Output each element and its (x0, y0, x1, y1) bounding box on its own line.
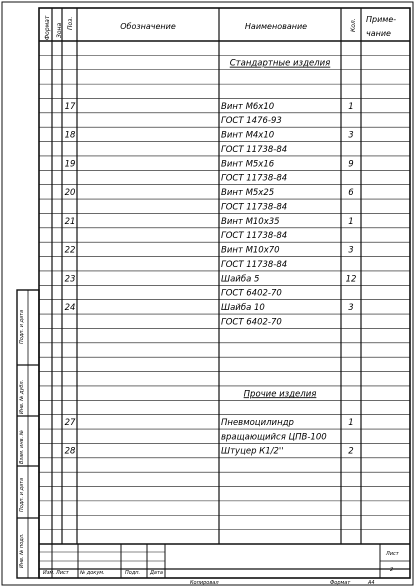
row-name: ГОСТ 11738-84 (221, 231, 288, 242)
row-pos: 23 (64, 274, 76, 285)
side-label-4: Подп. и дата (19, 477, 25, 512)
row-name: Винт М5х16 (221, 159, 275, 170)
tb-sheet-label: Лист (386, 551, 399, 557)
row-qty: 6 (348, 188, 354, 199)
header-note-line1: Приме- (366, 15, 397, 24)
side-label-2: Инв. № дубл. (19, 379, 25, 414)
footer-format-value: А4 (368, 580, 375, 586)
row-name: Шайба 10 (221, 303, 265, 314)
row-qty: 1 (348, 101, 354, 112)
side-label-1: Подп. и дата (19, 309, 25, 344)
side-label-5: Инв. № подл. (19, 533, 25, 568)
tb-change: Изм. (43, 570, 55, 576)
row-name: ГОСТ 11738-84 (221, 202, 288, 213)
row-name: ГОСТ 11738-84 (221, 173, 288, 184)
row-qty: 9 (348, 159, 354, 170)
row-qty: 1 (348, 216, 354, 227)
row-pos: 18 (64, 130, 76, 141)
header-designation: Обозначение (120, 22, 176, 31)
header-qty: Кол. (350, 18, 357, 32)
row-name: Винт М10х70 (221, 245, 280, 256)
side-label-3: Взам. инв. № (19, 430, 25, 464)
row-pos: 19 (64, 159, 76, 170)
tb-sign: Подп. (125, 570, 141, 576)
row-qty: 2 (348, 446, 354, 457)
row-pos: 21 (64, 216, 76, 227)
row-name: Пневмоцилиндр (221, 418, 294, 429)
header-zone: Зона (56, 22, 63, 38)
row-pos: 27 (64, 418, 76, 429)
row-pos: 22 (64, 245, 76, 256)
row-name: Винт М6х10 (221, 101, 275, 112)
footer-format: Формат (330, 580, 351, 586)
row-pos: 20 (64, 188, 76, 199)
header-name: Наименование (244, 22, 308, 31)
row-name: Винт М5х25 (221, 188, 275, 199)
row-qty: 12 (345, 274, 357, 285)
row-qty: 3 (348, 245, 354, 256)
section-heading: Прочие изделия (243, 389, 317, 400)
tb-sheet: Лист (56, 570, 69, 576)
row-name: Штуцер К1/2'' (221, 446, 284, 457)
row-qty: 3 (348, 130, 354, 141)
section-heading: Стандартные изделия (229, 58, 331, 69)
row-name: ГОСТ 1476-93 (221, 116, 282, 127)
row-pos: 28 (64, 446, 76, 457)
header-format: Формат (44, 15, 51, 40)
row-name: ГОСТ 6402-70 (221, 288, 282, 299)
row-name: Винт М10х35 (221, 216, 280, 227)
row-name: вращающийся ЦПВ-100 (221, 432, 327, 443)
header-pos: Поз. (67, 16, 74, 30)
row-pos: 17 (64, 101, 76, 112)
row-qty: 1 (348, 418, 354, 429)
outer-frame (2, 2, 413, 585)
tb-doc-no: № докум. (80, 570, 105, 576)
footer-copied: Копировал (190, 580, 219, 586)
header-note-line2: чание (366, 29, 391, 38)
row-pos: 24 (64, 303, 76, 314)
row-name: ГОСТ 6402-70 (221, 317, 282, 328)
row-name: Шайба 5 (221, 274, 260, 285)
row-name: Винт М4х10 (221, 130, 275, 141)
row-name: ГОСТ 11738-84 (221, 259, 288, 270)
tb-sheet-number: 2 (390, 567, 394, 573)
row-qty: 3 (348, 303, 354, 314)
row-name: ГОСТ 11738-84 (221, 144, 288, 155)
tb-date: Дата (150, 570, 163, 576)
